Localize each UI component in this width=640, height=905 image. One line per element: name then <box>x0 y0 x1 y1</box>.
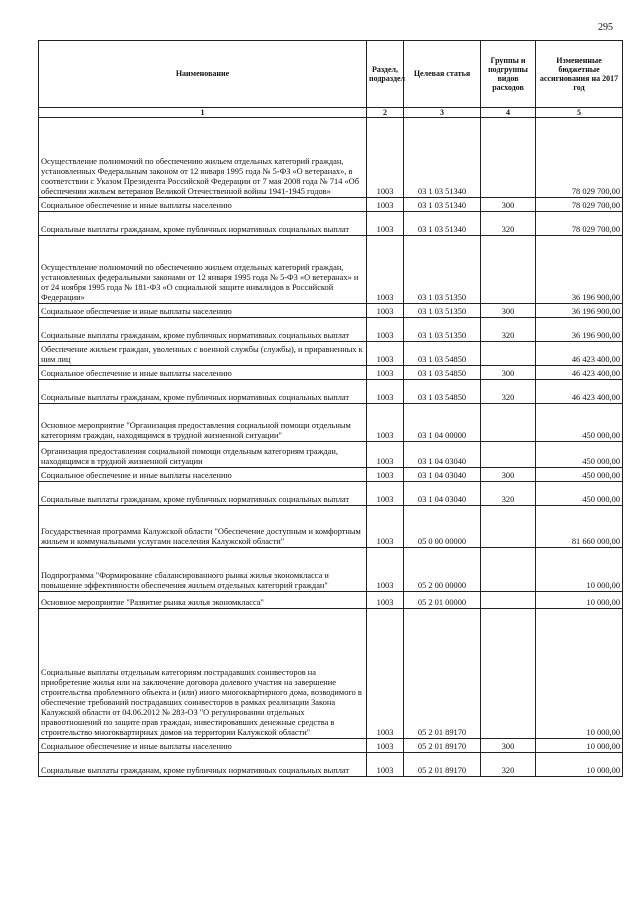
row-target: 03 1 04 00000 <box>404 404 481 442</box>
row-name: Социальные выплаты гражданам, кроме публичных нормативных социальных выплат <box>39 318 367 342</box>
row-section: 1003 <box>367 236 404 304</box>
column-number: 1 <box>39 108 367 118</box>
row-name: Основное мероприятие "Организация предоставления социальной помощи отдельным категориям граждан, находящимся в трудной жизненной ситуации" <box>39 404 367 442</box>
row-group <box>481 442 536 468</box>
row-group: 320 <box>481 212 536 236</box>
row-amount: 450 000,00 <box>536 482 623 506</box>
row-group <box>481 506 536 548</box>
budget-table <box>38 40 623 777</box>
row-target: 03 1 03 51340 <box>404 118 481 198</box>
table-row <box>39 506 623 548</box>
table-row <box>39 548 623 592</box>
table-row <box>39 609 623 739</box>
table-row <box>39 366 623 380</box>
row-name: Социальные выплаты гражданам, кроме публичных нормативных социальных выплат <box>39 212 367 236</box>
table-row <box>39 592 623 609</box>
row-amount: 10 000,00 <box>536 753 623 777</box>
row-name: Государственная программа Калужской области "Обеспечение доступным и комфортным жильем и коммунальными услугами населения Калужской области" <box>39 506 367 548</box>
table-row <box>39 212 623 236</box>
row-target: 03 1 03 51350 <box>404 304 481 318</box>
row-group: 320 <box>481 753 536 777</box>
header-name: Наименование <box>39 41 367 108</box>
row-target: 03 1 03 51340 <box>404 198 481 212</box>
column-number: 2 <box>367 108 404 118</box>
row-section: 1003 <box>367 118 404 198</box>
row-name: Социальное обеспечение и иные выплаты населению <box>39 366 367 380</box>
row-section: 1003 <box>367 342 404 366</box>
row-name: Социальные выплаты гражданам, кроме публичных нормативных социальных выплат <box>39 380 367 404</box>
table-row <box>39 304 623 318</box>
row-amount: 10 000,00 <box>536 592 623 609</box>
row-group: 320 <box>481 482 536 506</box>
row-amount: 36 196 900,00 <box>536 318 623 342</box>
table-row <box>39 318 623 342</box>
row-amount: 78 029 700,00 <box>536 212 623 236</box>
row-amount: 36 196 900,00 <box>536 236 623 304</box>
table-row <box>39 198 623 212</box>
row-group <box>481 548 536 592</box>
table-row <box>39 236 623 304</box>
row-section: 1003 <box>367 548 404 592</box>
row-target: 05 2 01 89170 <box>404 609 481 739</box>
row-amount: 81 660 000,00 <box>536 506 623 548</box>
row-section: 1003 <box>367 482 404 506</box>
table-row <box>39 380 623 404</box>
table-row <box>39 468 623 482</box>
row-name: Обеспечение жильем граждан, уволенных с военной службы (службы), и приравненных к ним лиц <box>39 342 367 366</box>
table-row <box>39 753 623 777</box>
row-amount: 450 000,00 <box>536 404 623 442</box>
row-name: Организация предоставления социальной помощи отдельным категориям граждан, находящимся в трудной жизненной ситуации <box>39 442 367 468</box>
column-number: 5 <box>536 108 623 118</box>
row-target: 03 1 04 03040 <box>404 468 481 482</box>
row-target: 03 1 04 03040 <box>404 442 481 468</box>
column-number: 3 <box>404 108 481 118</box>
row-section: 1003 <box>367 198 404 212</box>
row-group <box>481 404 536 442</box>
row-section: 1003 <box>367 506 404 548</box>
row-amount: 78 029 700,00 <box>536 198 623 212</box>
row-section: 1003 <box>367 304 404 318</box>
row-target: 05 2 01 89170 <box>404 739 481 753</box>
row-section: 1003 <box>367 318 404 342</box>
row-target: 03 1 03 51350 <box>404 318 481 342</box>
row-group: 300 <box>481 304 536 318</box>
row-group <box>481 592 536 609</box>
row-target: 03 1 03 51340 <box>404 212 481 236</box>
row-target: 05 2 01 89170 <box>404 753 481 777</box>
row-section: 1003 <box>367 739 404 753</box>
header-section: Раздел, подраздел <box>367 41 404 108</box>
row-name: Социальные выплаты отдельным категориям пострадавших соинвесторов на приобретение жилья или на заключение договора долевого участия на завершение строительства проблемного объекта и (или) иного многоквартирного дома, возводимого в обеспечение требований пострадавших соинвесторов в рамках реализации Закона Калужской области от 04.06.2012 № 283-ОЗ "О регулировании отдельных правоотношений по защите прав граждан, инвестировавших денежные средства в строительство многоквартирных домов на территории Калужской области" <box>39 609 367 739</box>
row-section: 1003 <box>367 468 404 482</box>
row-section: 1003 <box>367 753 404 777</box>
row-amount: 10 000,00 <box>536 739 623 753</box>
row-section: 1003 <box>367 212 404 236</box>
row-amount: 10 000,00 <box>536 609 623 739</box>
row-group <box>481 609 536 739</box>
row-target: 03 1 03 54850 <box>404 366 481 380</box>
row-name: Социальное обеспечение и иные выплаты населению <box>39 198 367 212</box>
row-target: 03 1 03 51350 <box>404 236 481 304</box>
header-target: Целевая статья <box>404 41 481 108</box>
row-name: Социальное обеспечение и иные выплаты населению <box>39 304 367 318</box>
row-amount: 46 423 400,00 <box>536 380 623 404</box>
row-group: 300 <box>481 739 536 753</box>
row-amount: 450 000,00 <box>536 442 623 468</box>
row-target: 03 1 03 54850 <box>404 380 481 404</box>
row-section: 1003 <box>367 404 404 442</box>
row-target: 05 2 00 00000 <box>404 548 481 592</box>
row-section: 1003 <box>367 366 404 380</box>
row-amount: 78 029 700,00 <box>536 118 623 198</box>
row-name: Социальные выплаты гражданам, кроме публичных нормативных социальных выплат <box>39 753 367 777</box>
row-name: Социальное обеспечение и иные выплаты населению <box>39 739 367 753</box>
page-number: 295 <box>598 22 613 33</box>
row-group: 300 <box>481 468 536 482</box>
row-target: 03 1 04 03040 <box>404 482 481 506</box>
row-section: 1003 <box>367 592 404 609</box>
table-body <box>39 118 623 777</box>
row-group: 300 <box>481 366 536 380</box>
row-name: Осуществление полномочий по обеспечению жильем отдельных категорий граждан, установленных федеральными законами от 12 января 1995 года № 5-ФЗ «О ветеранах» и от 24 ноября 1995 года № 181-ФЗ «О социальной защите инвалидов в Российской Федерации» <box>39 236 367 304</box>
row-amount: 46 423 400,00 <box>536 342 623 366</box>
row-name: Социальные выплаты гражданам, кроме публичных нормативных социальных выплат <box>39 482 367 506</box>
row-target: 05 2 01 00000 <box>404 592 481 609</box>
row-group: 320 <box>481 380 536 404</box>
row-section: 1003 <box>367 380 404 404</box>
row-name: Социальное обеспечение и иные выплаты населению <box>39 468 367 482</box>
table-row <box>39 342 623 366</box>
row-target: 03 1 03 54850 <box>404 342 481 366</box>
row-section: 1003 <box>367 442 404 468</box>
header-groups: Группы и подгруппы видов расходов <box>481 41 536 108</box>
row-amount: 450 000,00 <box>536 468 623 482</box>
column-number: 4 <box>481 108 536 118</box>
row-name: Осуществление полномочий по обеспечению жильем отдельных категорий граждан, установленных Федеральным законом от 12 января 1995 года № 5-ФЗ «О ветеранах», в соответствии с Указом Президента Российской Федерации от 7 мая 2008 года № 714 «Об обеспечении жильем ветеранов Великой Отечественной войны 1941-1945 годов» <box>39 118 367 198</box>
table-row <box>39 482 623 506</box>
row-group: 300 <box>481 198 536 212</box>
header-amount: Измененные бюджетные ассигнования на 2017 год <box>536 41 623 108</box>
row-group <box>481 236 536 304</box>
column-number-row <box>39 108 623 118</box>
row-group: 320 <box>481 318 536 342</box>
row-amount: 36 196 900,00 <box>536 304 623 318</box>
row-group <box>481 118 536 198</box>
row-target: 05 0 00 00000 <box>404 506 481 548</box>
row-name: Основное мероприятие "Развитие рынка жилья экономкласса" <box>39 592 367 609</box>
row-section: 1003 <box>367 609 404 739</box>
table-row <box>39 739 623 753</box>
row-name: Подпрограмма "Формирование сбалансированного рынка жилья экономкласса и повышение эффективности обеспечения жильем отдельных категорий граждан" <box>39 548 367 592</box>
table-row <box>39 404 623 442</box>
table-row <box>39 442 623 468</box>
row-group <box>481 342 536 366</box>
row-amount: 46 423 400,00 <box>536 366 623 380</box>
table-row <box>39 118 623 198</box>
row-amount: 10 000,00 <box>536 548 623 592</box>
header-row <box>39 41 623 108</box>
